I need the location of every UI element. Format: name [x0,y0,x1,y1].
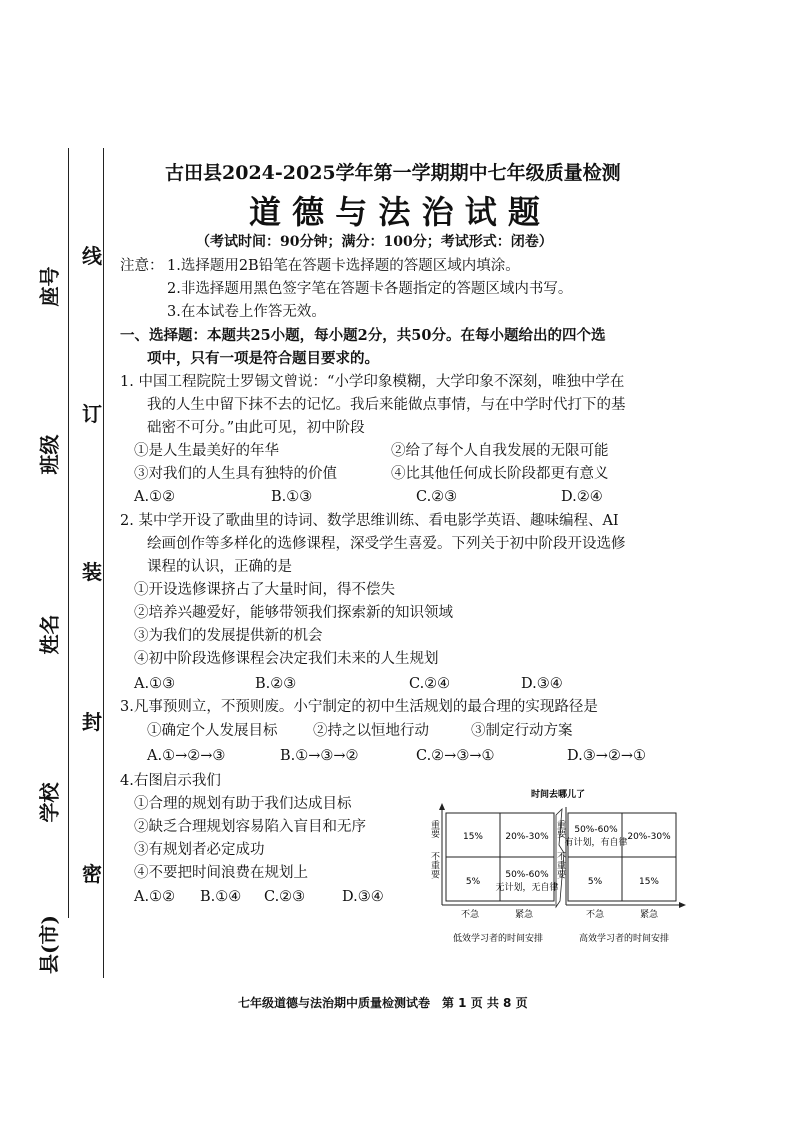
left-x-right: 紧急 [514,910,534,920]
right-y-bottom: 不重要 [555,851,565,879]
binding-line-outer [68,148,69,918]
q1-option-d: D.②④ [561,489,603,505]
left-cell-2: 20%-30% [505,832,549,842]
seal-word-xian: 线 [82,244,102,268]
right-cell-4: 15% [638,877,660,887]
notes-lead: 注意： [120,258,164,274]
q4-statement-1: ①合理的规划有助于我们达成目标 [134,796,352,812]
q1-option-c: C.②③ [416,489,458,505]
q4-option-c: C.②③ [264,889,306,905]
right-panel [555,807,686,944]
q3-option-b: B.①→③→② [280,748,359,764]
section1-line2: 项中，只有一项是符合题目要求的。 [147,350,379,367]
q1-option-b: B.①③ [271,489,313,505]
left-cell-4-note: 无计划，无自律 [495,883,559,893]
field-class: 班级 [37,434,62,475]
q3-option-a: A.①→②→③ [147,748,226,764]
time-allocation-figure [420,785,690,950]
seal-word-mi: 密 [82,862,102,886]
right-cell-1-note: 有计划，有自律 [564,838,628,848]
q3-statement-3: ③制定行动方案 [471,723,573,739]
figure-title: 时间去哪儿了 [530,790,586,800]
note-1: 1.选择题用2B铅笔在答题卡选择题的答题区域内填涂。 [167,258,520,274]
q4-option-b: B.①④ [200,889,242,905]
q4-option-a: A.①② [134,889,176,905]
right-x-left: 不急 [585,910,605,920]
q1-statement-2: ②给了每个人自我发展的无限可能 [391,443,609,459]
section1-line1: 一、选择题：本题共25小题，每小题2分，共50分。在每小题给出的四个选 [120,327,606,344]
q1-statement-1: ①是人生最美好的年华 [134,443,279,459]
q2-line1: 2. 某中学开设了歌曲里的诗词、数学思维训练、看电影学英语、趣味编程、AI [120,513,619,529]
q1-option-a: A.①② [134,489,176,505]
exam-subtitle: 古田县2024-2025学年第一学期期中七年级质量检测 [165,162,621,184]
right-x-right: 紧急 [639,910,659,920]
q2-option-a: A.①③ [134,676,176,692]
right-cell-1: 50%-60% [574,825,618,835]
q2-option-d: D.③④ [521,676,563,692]
q1-line2: 我的人生中留下抹不去的记忆。我后来能做点事情，与在中学时代打下的基 [147,397,626,413]
q2-line2: 绘画创作等多样化的选修课程，深受学生喜爱。下列关于初中阶段开设选修 [147,536,626,552]
left-cell-4: 50%-60% [505,870,549,880]
q2-line3: 课程的认识，正确的是 [147,559,292,575]
q3-statement-2: ②持之以恒地行动 [313,723,429,739]
q3-option-d: D.③→②→① [567,748,647,764]
q1-line3: 础密不可分。”由此可见，初中阶段 [147,420,365,436]
field-school: 学校 [37,782,62,823]
left-y-top: 重要 [429,820,439,838]
q2-statement-1: ①开设选修课挤占了大量时间，得不偿失 [134,582,395,598]
right-caption: 高效学习者的时间安排 [578,934,670,944]
q4-option-d: D.③④ [342,889,384,905]
q4-statement-4: ④不要把时间浪费在规划上 [134,865,308,881]
left-y-bottom: 不重要 [429,851,439,879]
exam-info: （考试时间：90分钟；满分：100分；考试形式：闭卷） [196,234,553,250]
note-2: 2.非选择题用黑色签字笔在答题卡各题指定的答题区域内书写。 [167,281,573,297]
left-cell-1: 15% [462,832,484,842]
seal-word-zhuang: 装 [82,560,102,584]
q3-line: 3.凡事预则立，不预则废。小宁制定的初中生活规划的最合理的实现路径是 [120,699,598,715]
right-y-top: 重要 [555,820,565,838]
seal-word-ding: 订 [82,402,102,426]
q4-statement-2: ②缺乏合理规划容易陷入盲目和无序 [134,819,366,835]
seal-word-feng: 封 [82,710,102,734]
q2-option-b: B.②③ [255,676,297,692]
q2-option-c: C.②④ [409,676,451,692]
left-panel [429,803,559,944]
binding-line-inner [103,148,104,978]
right-cell-3: 5% [587,877,603,887]
q1-statement-4: ④比其他任何成长阶段都更有意义 [391,466,609,482]
exam-title: 道 德 与 法 治 试 题 [249,193,540,231]
note-3: 3.在本试卷上作答无效。 [167,304,326,320]
q2-statement-4: ④初中阶段选修课程会决定我们未来的人生规划 [134,651,439,667]
q4-statement-3: ③有规划者必定成功 [134,842,265,858]
page-footer: 七年级道德与法治期中质量检测试卷 第 1 页 共 8 页 [238,996,528,1010]
q4-line: 4.右图启示我们 [120,773,221,789]
field-county: 县(市) [36,915,61,974]
q3-statement-1: ①确定个人发展目标 [147,723,278,739]
q2-statement-2: ②培养兴趣爱好，能够带领我们探索新的知识领域 [134,605,453,621]
left-cell-3: 5% [465,877,481,887]
field-name: 姓名 [37,614,62,655]
field-seat-number: 座号 [37,266,62,307]
left-x-left: 不急 [460,910,480,920]
q2-statement-3: ③为我们的发展提供新的机会 [134,628,323,644]
q1-statement-3: ③对我们的人生具有独特的价值 [134,466,337,482]
left-caption: 低效学习者的时间安排 [452,934,544,944]
q3-option-c: C.②→③→① [416,748,495,764]
right-cell-2: 20%-30% [627,832,671,842]
q1-line1: 1. 中国工程院院士罗锡文曾说：“小学印象模糊，大学印象不深刻，唯独中学在 [120,374,625,390]
